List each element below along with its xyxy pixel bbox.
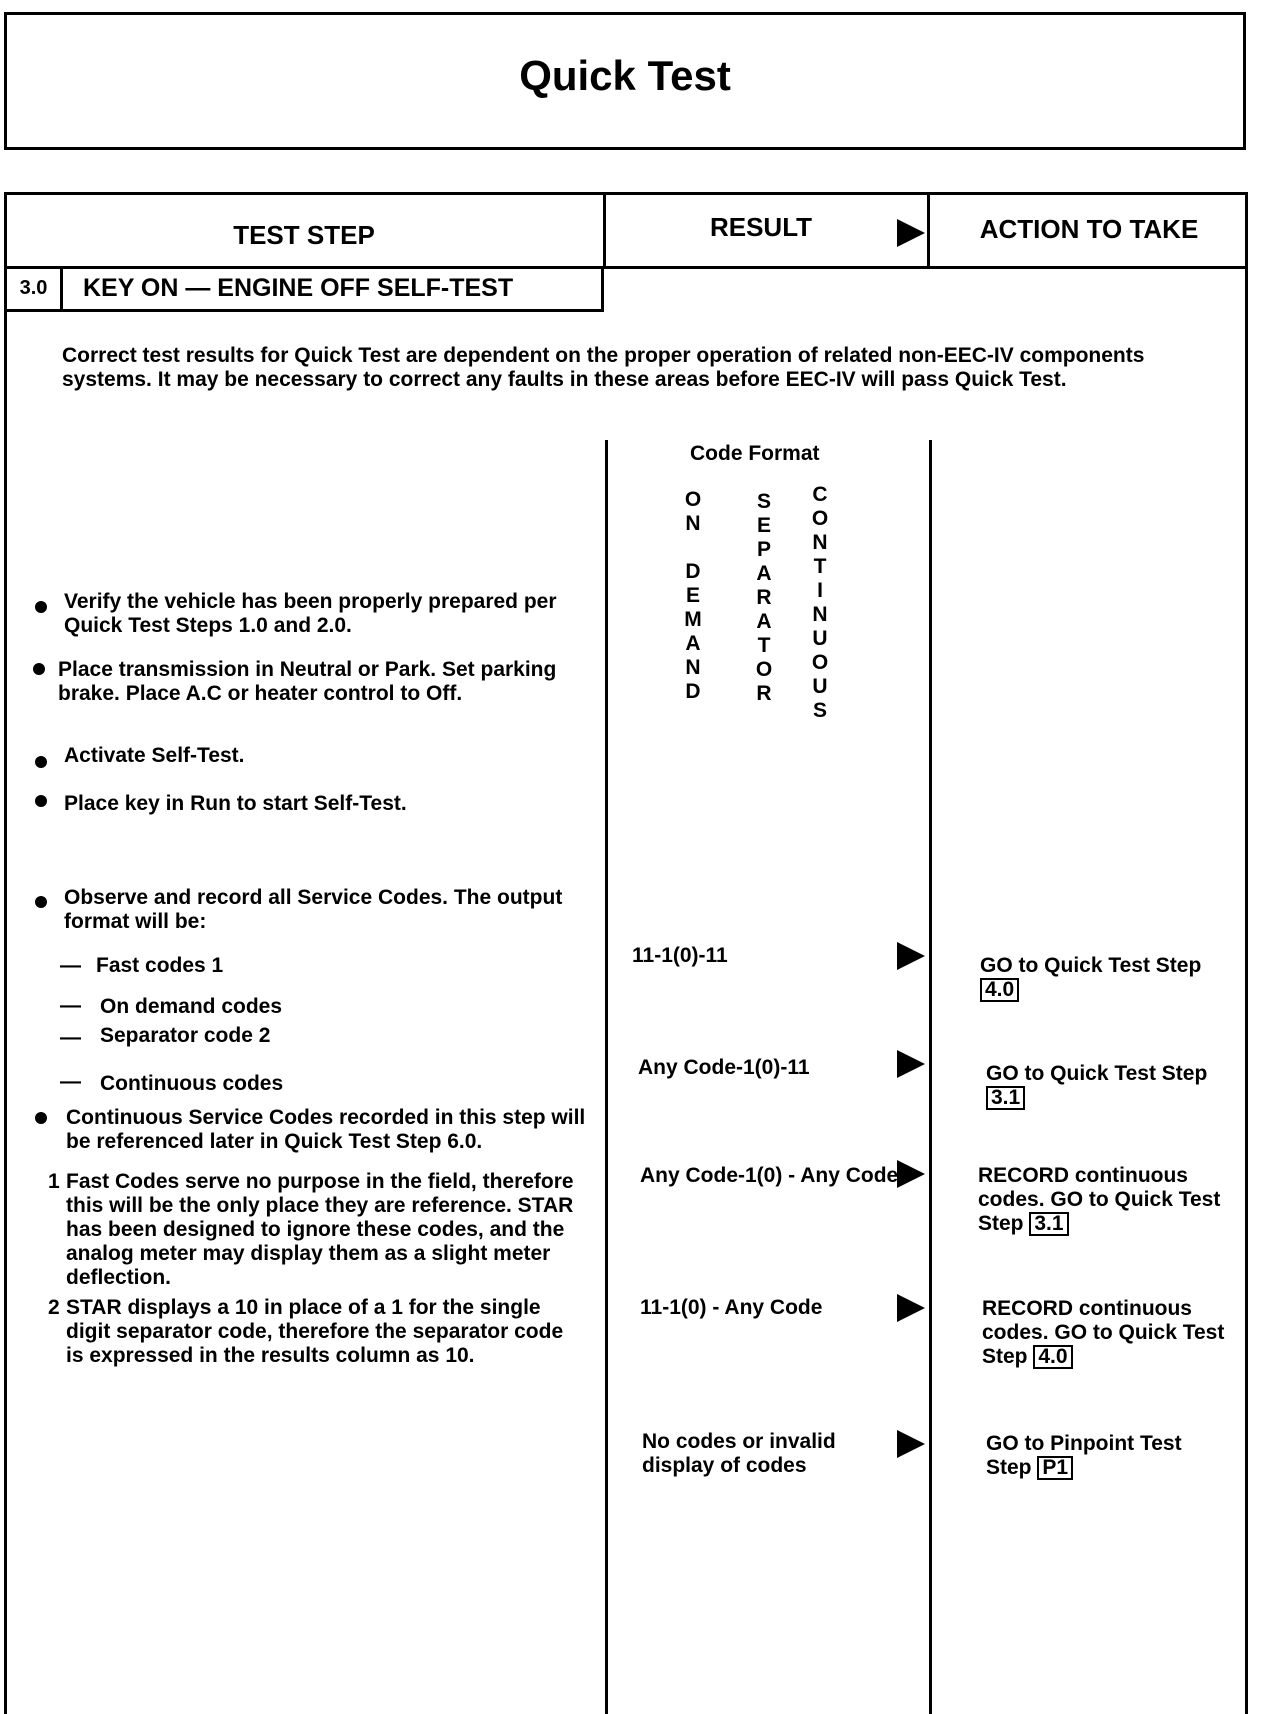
arrow-icon: [897, 942, 925, 970]
note-fast-codes: Fast Codes serve no purpose in the field, therefore this will be the only place they are reference. STAR has been designed to ignore these codes, and the analog meter may display them as a slight meter deflection.: [66, 1170, 574, 1289]
bullet-icon: [35, 896, 47, 908]
col-divider-result: [605, 440, 608, 1714]
instruction-activate: Activate Self-Test.: [64, 744, 245, 767]
action-3: RECORD continuous codes. GO to Quick Test Step 3.1: [978, 1164, 1221, 1235]
col-header-result: RESULT: [709, 212, 813, 242]
page-title: Quick Test: [519, 52, 731, 99]
step-heading: [4, 268, 604, 312]
dash-icon: —: [60, 1026, 81, 1049]
code-format-separator: S E P A R A T O R: [755, 490, 773, 705]
step-ref: 4.0: [1033, 1345, 1072, 1369]
instruction-transmission: Place transmission in Neutral or Park. Set parking brake. Place A.C or heater control to Off.: [58, 658, 557, 705]
step-number: 3.0: [7, 268, 63, 309]
action-1: GO to Quick Test Step 4.0: [980, 954, 1202, 1001]
dash-icon: —: [60, 994, 81, 1017]
instruction-key-run: Place key in Run to start Self-Test.: [64, 792, 407, 815]
arrow-icon: [897, 1294, 925, 1322]
bullet-icon: [33, 663, 45, 675]
note-number-1: 1: [48, 1170, 60, 1193]
dash-icon: —: [60, 954, 81, 977]
result-4: 11-1(0) - Any Code: [640, 1296, 823, 1319]
bullet-icon: [35, 1112, 47, 1124]
result-3: Any Code-1(0) - Any Code: [640, 1164, 899, 1187]
arrow-icon: [897, 219, 925, 247]
arrow-icon: [897, 1050, 925, 1078]
bullet-icon: [35, 601, 47, 613]
code-format-on-demand: O N D E M A N D: [684, 488, 702, 703]
format-fast-codes: Fast codes 1: [96, 954, 224, 977]
note-number-2: 2: [48, 1296, 60, 1319]
format-continuous: Continuous codes: [100, 1072, 284, 1095]
arrow-icon: [897, 1160, 925, 1188]
format-separator: Separator code 2: [100, 1024, 271, 1047]
step-ref: P1: [1037, 1456, 1073, 1480]
result-1: 11-1(0)-11: [632, 944, 728, 967]
bullet-icon: [35, 756, 47, 768]
col-header-action: ACTION TO TAKE: [979, 214, 1199, 244]
instruction-continuous-codes: Continuous Service Codes recorded in this step will be referenced later in Quick Test Step 6.0.: [66, 1106, 586, 1153]
instruction-verify: Verify the vehicle has been properly prepared per Quick Test Steps 1.0 and 2.0.: [64, 590, 557, 637]
intro-paragraph: Correct test results for Quick Test are dependent on the proper operation of related non-EEC-IV components systems. It may be necessary to correct any faults in these areas before EEC-IV will pass Quick Test.: [62, 344, 1145, 391]
step-title: KEY ON — ENGINE OFF SELF-TEST: [83, 274, 514, 302]
step-ref: 3.1: [1029, 1212, 1068, 1236]
step-ref: 4.0: [980, 978, 1019, 1002]
code-format-title: Code Format: [690, 442, 820, 465]
col-header-test-step: TEST STEP: [233, 220, 375, 250]
note-separator-code: STAR displays a 10 in place of a 1 for the single digit separator code, therefore the separator code is expressed in the results column as 10.: [66, 1296, 564, 1367]
result-2: Any Code-1(0)-11: [638, 1056, 810, 1079]
action-2: GO to Quick Test Step 3.1: [986, 1062, 1208, 1109]
col-divider-action: [929, 440, 932, 1714]
arrow-icon: [897, 1430, 925, 1458]
action-5: GO to Pinpoint Test Step P1: [986, 1432, 1182, 1479]
code-format-continuous: C O N T I N U O U S: [811, 483, 829, 722]
dash-icon: —: [60, 1070, 81, 1093]
format-on-demand: On demand codes: [100, 995, 283, 1018]
instruction-observe: Observe and record all Service Codes. The output format will be:: [64, 886, 563, 933]
result-5: No codes or invalid display of codes: [642, 1430, 836, 1477]
bullet-icon: [35, 795, 47, 807]
action-4: RECORD continuous codes. GO to Quick Test Step 4.0: [982, 1297, 1225, 1368]
table-frame: [4, 192, 1248, 1714]
step-ref: 3.1: [986, 1086, 1025, 1110]
